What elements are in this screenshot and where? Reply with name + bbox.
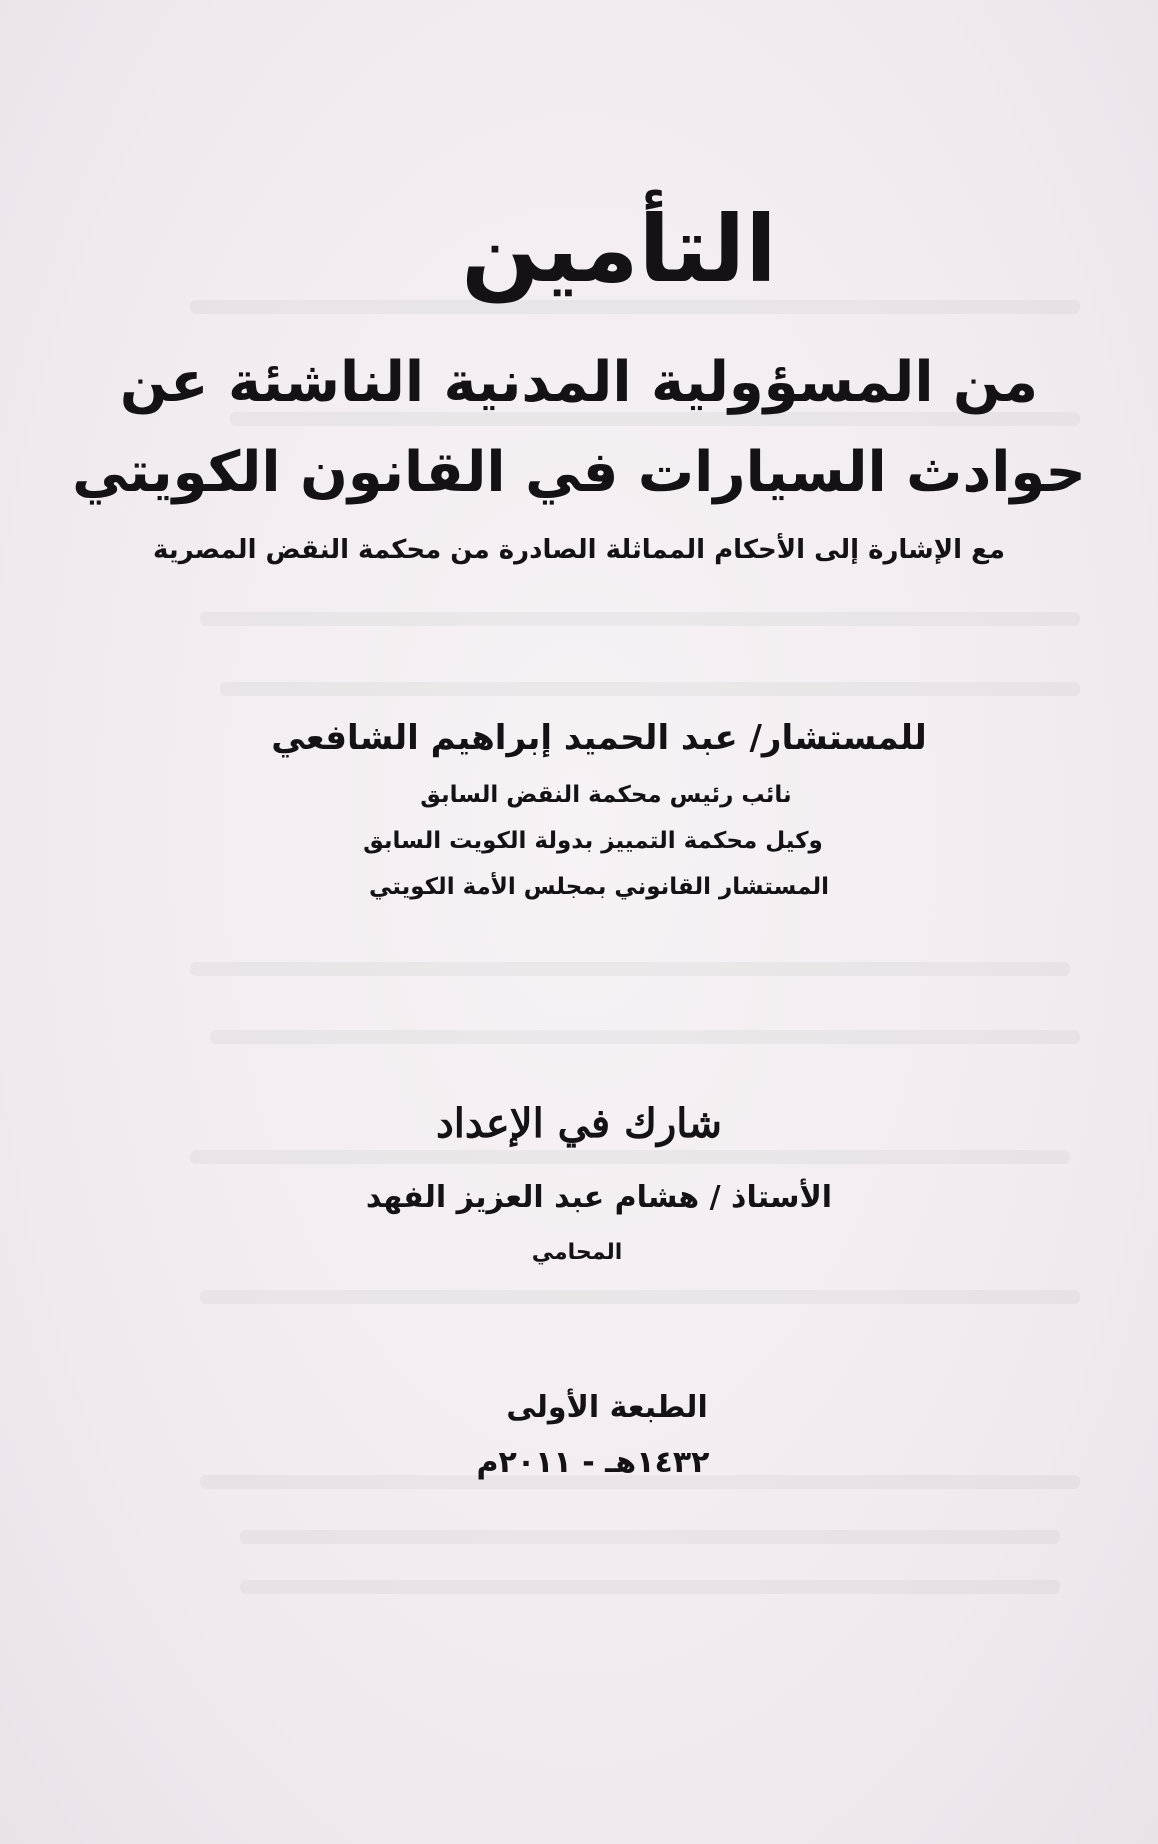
participation-heading: شارك في الإعداد xyxy=(435,1100,722,1147)
subtitle-line-2: حوادث السيارات في القانون الكويتي xyxy=(72,440,1086,505)
author-line: للمستشار/ عبد الحميد إبراهيم الشافعي xyxy=(271,718,927,758)
bleed-through-texture xyxy=(200,612,1080,626)
subtitle-line-1: من المسؤولية المدنية الناشئة عن xyxy=(119,350,1039,415)
bleed-through-texture xyxy=(210,1030,1080,1044)
author-role-3: المستشار القانوني بمجلس الأمة الكويتي xyxy=(368,874,830,900)
edition-date: ١٤٣٢هـ - ٢٠١١م xyxy=(476,1445,710,1480)
bleed-through-texture xyxy=(190,962,1070,976)
bleed-through-texture xyxy=(190,1150,1070,1164)
participant-role: المحامي xyxy=(531,1240,623,1265)
edition-label: الطبعة الأولى xyxy=(506,1390,708,1425)
participant-name: الأستاذ / هشام عبد العزيز الفهد xyxy=(365,1180,833,1215)
bleed-through-texture xyxy=(240,1580,1060,1594)
subtitle-line-3: مع الإشارة إلى الأحكام المماثلة الصادرة من محكمة النقض المصرية xyxy=(153,535,1005,565)
author-role-1: نائب رئيس محكمة النقض السابق xyxy=(420,782,792,808)
author-role-2: وكيل محكمة التمييز بدولة الكويت السابق xyxy=(363,828,823,854)
bleed-through-texture xyxy=(220,682,1080,696)
bleed-through-texture xyxy=(200,1290,1080,1304)
bleed-through-texture xyxy=(240,1530,1060,1544)
book-title: التأمين xyxy=(461,196,777,303)
